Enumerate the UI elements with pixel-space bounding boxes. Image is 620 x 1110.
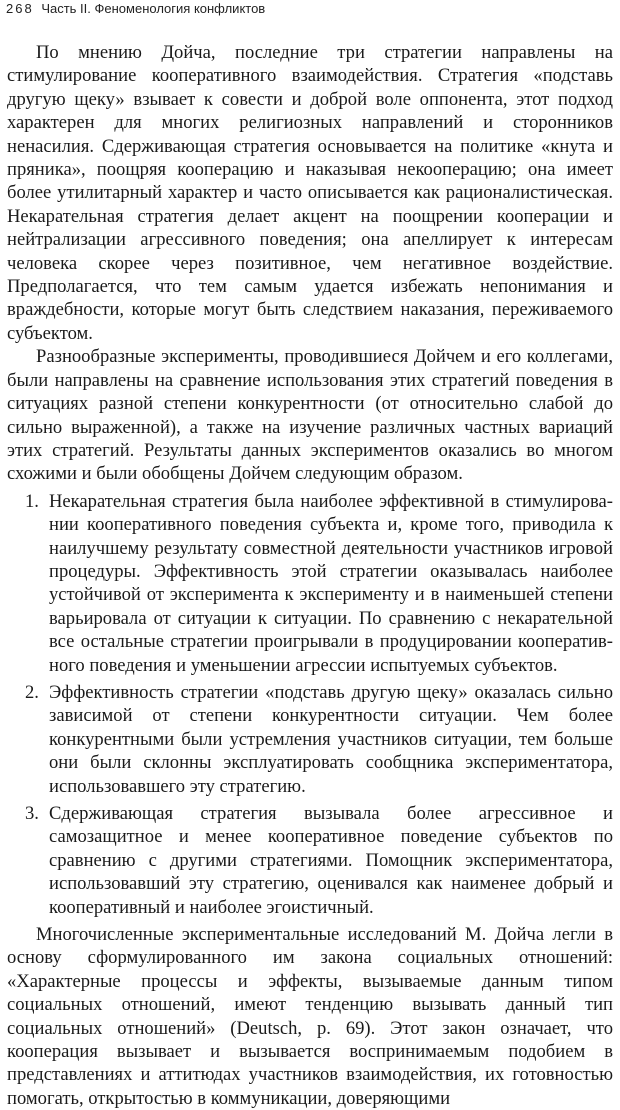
list-marker: 2. xyxy=(25,681,39,703)
body-text xyxy=(7,41,613,1110)
paragraph: Разнообразные эксперименты, проводившиеся Дойчем и его коллегами, были направлены на сравнение использования этих стратегий поведения в ситуациях разной степени конкурентности (от относительно слабой до сильно выраженной), а также на изучение различных частных вариаций этих стратегий. Результаты данных экспериментов оказались во многом схожими и были обобщены Дойчем следующим образом. xyxy=(7,346,613,485)
numbered-list xyxy=(7,490,613,919)
list-item-text: Некарательная стратегия была наиболее эффективной в стимулировании кооперативного поведения субъекта и, кроме того, приводила к наилучшему результату совместной деятельности участников игровой процедуры. Эффективность этой стратегии оказывалась наиболее устойчивой от эксперимента к эксперименту и в наименьшей степени варьировала от ситуации к ситуации. По сравнению с некарательной все остальные стратегии проигрывали в продуцировании кооперативного поведения и уменьшении агрессии испытуемых субъектов. xyxy=(49,490,613,676)
paragraph: Многочисленные экспериментальные исследований М. Дойча легли в основу сформулированного им закона социальных отношений: «Характерные процессы и эффекты, вызываемые данным типом социальных отношений, имеют тенденцию вызывать данный тип социальных отношений» (Deutsch, p. 69). Этот закон означает, что кооперация вызывает и вызывается воспринимаемым подобием в представлениях и аттитюдах участников взаимодействия, их готовностью помогать, открытостью в коммуникации, доверяющими xyxy=(7,924,613,1109)
list-item-text: Сдерживающая стратегия вызывала более агрессивное и самозащитное и менее кооперативное поведение субъектов по сравнению с другими стратегиями. Помощник экспериментатора, использовавший эту стратегию, оценивался как наименее добрый и кооперативный и наиболее эгоистичный. xyxy=(49,803,613,918)
paragraph: По мнению Дойча, последние три стратегии направлены на стимулирование кооперативного взаимодействия. Стратегия «подставь другую щеку» взывает к совести и доброй воле оппонента, этот подход характерен для многих религиозных направлений и сторонников ненасилия. Сдерживающая стратегия основывается на политике «кнута и пряника», поощряя кооперацию и наказывая некооперацию; она имеет более утилитарный характер и часто описывается как рационалистическая. Некарательная стратегия делает акцент на поощрении кооперации и нейтрализации агрессивного поведения; она апеллирует к интересам человека скорее через позитивное, чем негативное воздействие. Предполагается, что тем самым удается избежать непонимания и враждебности, которые могут быть следствием наказания, переживаемого субъектом. xyxy=(7,42,613,344)
list-marker: 3. xyxy=(25,803,39,824)
running-title: Часть II. Феноменология конфликтов xyxy=(41,1,266,16)
list-item xyxy=(7,802,613,919)
running-header xyxy=(6,1,265,17)
list-item xyxy=(7,490,613,677)
list-marker: 1. xyxy=(25,490,39,512)
list-item-text: Эффективность стратегии «подставь другую щеку» оказалась сильно зависимой от степени конкурентности ситуации. Чем более конкурентными были устремления участников ситуации, тем больше они были склонны эксплуатировать сообщника экспериментатора, использовавшего эту стратегию. xyxy=(49,681,613,797)
list-item xyxy=(7,681,613,798)
page-number: 268 xyxy=(6,1,34,16)
